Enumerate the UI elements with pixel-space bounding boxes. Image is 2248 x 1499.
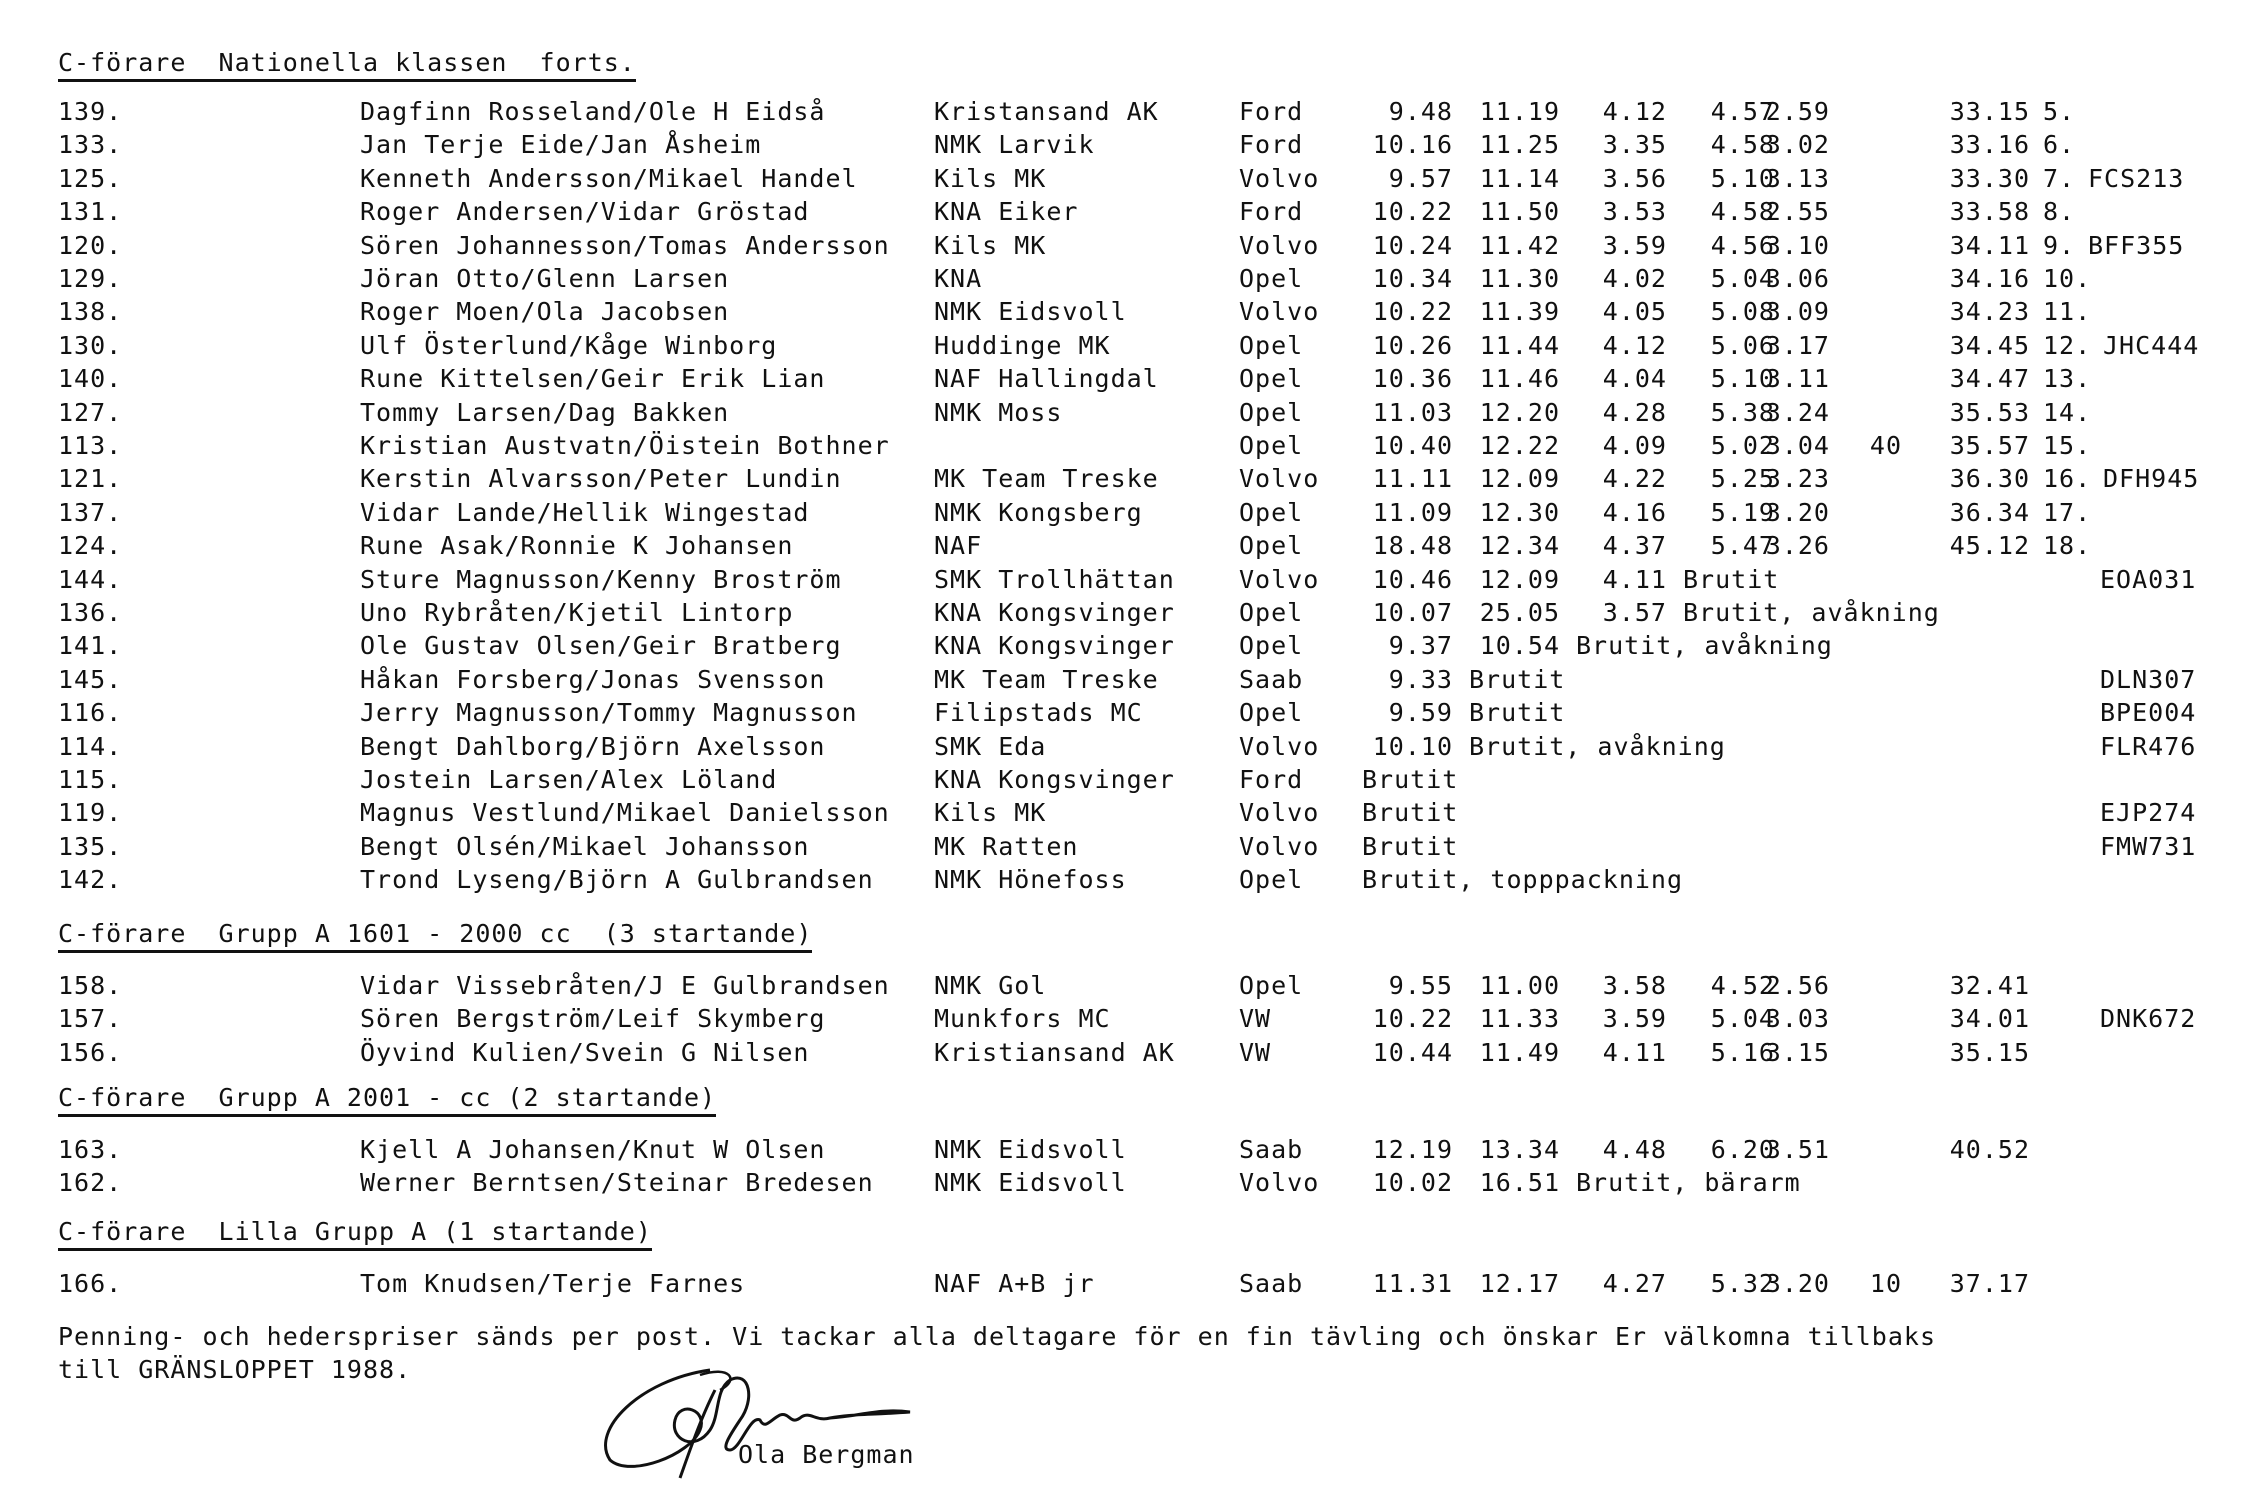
placing: 9. — [2043, 231, 2076, 260]
registration-plate: BPE004 — [2100, 698, 2197, 727]
stage-time: 3.15 — [1765, 1038, 1830, 1067]
car-make: Ford — [1239, 97, 1304, 126]
start-number: 157. — [58, 1004, 123, 1033]
stage-time: 3.58 — [1602, 971, 1667, 1000]
club: KNA Kongsvinger — [934, 631, 1175, 660]
car-make: Ford — [1239, 197, 1304, 226]
stage-time: 12.09 — [1479, 565, 1560, 594]
start-number: 125. — [58, 164, 123, 193]
stage-time: 10.44 — [1372, 1038, 1453, 1067]
car-make: VW — [1239, 1038, 1272, 1067]
total-time: 34.23 — [1949, 297, 2030, 326]
club: MK Team Treske — [934, 464, 1159, 493]
club: Kils MK — [934, 798, 1047, 827]
stage-time: 10.10 — [1372, 732, 1453, 761]
car-make: Opel — [1239, 698, 1304, 727]
stage-time: 5.25 — [1710, 464, 1775, 493]
club: Filipstads MC — [934, 698, 1143, 727]
club: NMK Eidsvoll — [934, 297, 1127, 326]
placing: 13. — [2043, 364, 2092, 393]
stage-time: 11.30 — [1479, 264, 1560, 293]
crew-names: Uno Rybråten/Kjetil Lintorp — [360, 598, 794, 627]
stage-time: 4.05 — [1602, 297, 1667, 326]
car-make: Opel — [1239, 865, 1304, 894]
stage-time: 4.09 — [1602, 431, 1667, 460]
club: NMK Gol — [934, 971, 1047, 1000]
crew-names: Kjell A Johansen/Knut W Olsen — [360, 1135, 826, 1164]
stage-time: 10.22 — [1372, 197, 1453, 226]
car-make: Opel — [1239, 364, 1304, 393]
club: KNA — [934, 264, 983, 293]
stage-time: 4.27 — [1602, 1269, 1667, 1298]
status-note: Brutit — [1362, 832, 1459, 861]
footer-line-1: Penning- och hederspriser sänds per post. Vi tackar alla deltagare för en fin tävling och önskar Er välkomna tillbaks — [58, 1322, 1936, 1351]
stage-time: 5.47 — [1710, 531, 1775, 560]
club: KNA Eiker — [934, 197, 1079, 226]
stage-time: 4.52 — [1710, 971, 1775, 1000]
start-number: 124. — [58, 531, 123, 560]
stage-time: 4.16 — [1602, 498, 1667, 527]
status-note: Brutit — [1469, 698, 1566, 727]
car-make: Saab — [1239, 665, 1304, 694]
stage-time: 5.32 — [1710, 1269, 1775, 1298]
total-time: 36.30 — [1949, 464, 2030, 493]
crew-names: Vidar Vissebråten/J E Gulbrandsen — [360, 971, 890, 1000]
registration-plate: EOA031 — [2100, 565, 2197, 594]
crew-names: Vidar Lande/Hellik Wingestad — [360, 498, 810, 527]
total-time: 33.15 — [1949, 97, 2030, 126]
stage-time: 11.49 — [1479, 1038, 1560, 1067]
status-note: Brutit, bärarm — [1576, 1168, 1801, 1197]
start-number: 145. — [58, 665, 123, 694]
stage-time: 3.53 — [1602, 197, 1667, 226]
start-number: 119. — [58, 798, 123, 827]
stage-time: 4.11 — [1602, 1038, 1667, 1067]
stage-time: 11.11 — [1372, 464, 1453, 493]
stage-time: 9.57 — [1388, 164, 1453, 193]
status-note: Brutit, avåkning — [1469, 732, 1726, 761]
stage-time: 3.24 — [1765, 398, 1830, 427]
placing: 5. — [2043, 97, 2076, 126]
stage-time: 4.04 — [1602, 364, 1667, 393]
stage-time: 12.17 — [1479, 1269, 1560, 1298]
car-make: Opel — [1239, 598, 1304, 627]
stage-time: 4.37 — [1602, 531, 1667, 560]
stage-time: 4.57 — [1710, 97, 1775, 126]
start-number: 115. — [58, 765, 123, 794]
start-number: 129. — [58, 264, 123, 293]
placing: 6. — [2043, 130, 2076, 159]
start-number: 137. — [58, 498, 123, 527]
crew-names: Tommy Larsen/Dag Bakken — [360, 398, 730, 427]
status-note: Brutit — [1469, 665, 1566, 694]
car-make: VW — [1239, 1004, 1272, 1033]
stage-time: 3.59 — [1602, 231, 1667, 260]
crew-names: Sören Johannesson/Tomas Andersson — [360, 231, 890, 260]
stage-time: 10.07 — [1372, 598, 1453, 627]
registration-plate: JHC444 — [2103, 331, 2200, 360]
stage-time: 5.06 — [1710, 331, 1775, 360]
stage-time: 4.02 — [1602, 264, 1667, 293]
car-make: Volvo — [1239, 565, 1320, 594]
car-make: Volvo — [1239, 164, 1320, 193]
status-note: Brutit, topppackning — [1362, 865, 1684, 894]
penalty: 10 — [1869, 1269, 1902, 1298]
stage-time: 10.26 — [1372, 331, 1453, 360]
status-note: Brutit — [1362, 765, 1459, 794]
total-time: 34.45 — [1949, 331, 2030, 360]
total-time: 34.01 — [1949, 1004, 2030, 1033]
crew-names: Ole Gustav Olsen/Geir Bratberg — [360, 631, 842, 660]
placing: 17. — [2043, 498, 2092, 527]
stage-time: 4.22 — [1602, 464, 1667, 493]
stage-time: 9.55 — [1388, 971, 1453, 1000]
stage-time: 5.08 — [1710, 297, 1775, 326]
club: KNA Kongsvinger — [934, 598, 1175, 627]
stage-time: 11.25 — [1479, 130, 1560, 159]
crew-names: Sture Magnusson/Kenny Broström — [360, 565, 842, 594]
stage-time: 12.22 — [1479, 431, 1560, 460]
club: Kristansand AK — [934, 97, 1159, 126]
registration-plate: FLR476 — [2100, 732, 2197, 761]
stage-time: 11.44 — [1479, 331, 1560, 360]
stage-time: 5.16 — [1710, 1038, 1775, 1067]
start-number: 144. — [58, 565, 123, 594]
stage-time: 3.02 — [1765, 130, 1830, 159]
crew-names: Håkan Forsberg/Jonas Svensson — [360, 665, 826, 694]
stage-time: 5.38 — [1710, 398, 1775, 427]
status-note: Brutit — [1683, 565, 1780, 594]
club: SMK Eda — [934, 732, 1047, 761]
club: NMK Moss — [934, 398, 1063, 427]
crew-names: Roger Andersen/Vidar Gröstad — [360, 197, 810, 226]
section-heading: C-förare Grupp A 1601 - 2000 cc (3 startande) — [58, 919, 812, 953]
placing: 12. — [2043, 331, 2092, 360]
stage-time: 10.34 — [1372, 264, 1453, 293]
start-number: 114. — [58, 732, 123, 761]
total-time: 35.15 — [1949, 1038, 2030, 1067]
stage-time: 12.19 — [1372, 1135, 1453, 1164]
stage-time: 3.59 — [1602, 1004, 1667, 1033]
club: NAF — [934, 531, 983, 560]
registration-plate: DLN307 — [2100, 665, 2197, 694]
car-make: Opel — [1239, 431, 1304, 460]
stage-time: 11.14 — [1479, 164, 1560, 193]
start-number: 116. — [58, 698, 123, 727]
placing: 14. — [2043, 398, 2092, 427]
club: NMK Hönefoss — [934, 865, 1127, 894]
stage-time: 11.31 — [1372, 1269, 1453, 1298]
car-make: Volvo — [1239, 1168, 1320, 1197]
stage-time: 4.58 — [1710, 130, 1775, 159]
car-make: Opel — [1239, 398, 1304, 427]
stage-time: 11.46 — [1479, 364, 1560, 393]
club: NAF Hallingdal — [934, 364, 1159, 393]
registration-plate: FCS213 — [2088, 164, 2185, 193]
total-time: 33.30 — [1949, 164, 2030, 193]
stage-time: 10.36 — [1372, 364, 1453, 393]
car-make: Opel — [1239, 331, 1304, 360]
penalty: 40 — [1869, 431, 1902, 460]
footer-line-2: till GRÄNSLOPPET 1988. — [58, 1355, 412, 1384]
stage-time: 5.10 — [1710, 164, 1775, 193]
stage-time: 4.28 — [1602, 398, 1667, 427]
stage-time: 3.23 — [1765, 464, 1830, 493]
stage-time: 3.56 — [1602, 164, 1667, 193]
car-make: Saab — [1239, 1269, 1304, 1298]
club: NMK Larvik — [934, 130, 1095, 159]
stage-time: 5.10 — [1710, 364, 1775, 393]
stage-time: 10.46 — [1372, 565, 1453, 594]
placing: 15. — [2043, 431, 2092, 460]
stage-time: 4.58 — [1710, 197, 1775, 226]
stage-time: 9.33 — [1388, 665, 1453, 694]
status-note: Brutit, avåkning — [1576, 631, 1833, 660]
club: NMK Eidsvoll — [934, 1135, 1127, 1164]
crew-names: Jan Terje Eide/Jan Åsheim — [360, 130, 762, 159]
stage-time: 10.40 — [1372, 431, 1453, 460]
total-time: 35.53 — [1949, 398, 2030, 427]
stage-time: 12.34 — [1479, 531, 1560, 560]
signatory-name: Ola Bergman — [738, 1440, 915, 1469]
placing: 7. — [2043, 164, 2076, 193]
status-note: Brutit, avåkning — [1683, 598, 1940, 627]
crew-names: Bengt Olsén/Mikael Johansson — [360, 832, 810, 861]
stage-time: 12.20 — [1479, 398, 1560, 427]
club: NMK Eidsvoll — [934, 1168, 1127, 1197]
stage-time: 4.56 — [1710, 231, 1775, 260]
car-make: Opel — [1239, 498, 1304, 527]
stage-time: 11.03 — [1372, 398, 1453, 427]
start-number: 138. — [58, 297, 123, 326]
section-heading: C-förare Nationella klassen forts. — [58, 48, 636, 82]
stage-time: 9.48 — [1388, 97, 1453, 126]
start-number: 121. — [58, 464, 123, 493]
car-make: Volvo — [1239, 464, 1320, 493]
start-number: 140. — [58, 364, 123, 393]
car-make: Ford — [1239, 130, 1304, 159]
stage-time: 9.59 — [1388, 698, 1453, 727]
stage-time: 10.22 — [1372, 1004, 1453, 1033]
start-number: 163. — [58, 1135, 123, 1164]
start-number: 120. — [58, 231, 123, 260]
start-number: 113. — [58, 431, 123, 460]
total-time: 34.16 — [1949, 264, 2030, 293]
club: NAF A+B jr — [934, 1269, 1095, 1298]
total-time: 36.34 — [1949, 498, 2030, 527]
registration-plate: FMW731 — [2100, 832, 2197, 861]
placing: 10. — [2043, 264, 2092, 293]
crew-names: Bengt Dahlborg/Björn Axelsson — [360, 732, 826, 761]
crew-names: Dagfinn Rosseland/Ole H Eidså — [360, 97, 826, 126]
crew-names: Sören Bergström/Leif Skymberg — [360, 1004, 826, 1033]
car-make: Volvo — [1239, 231, 1320, 260]
crew-names: Trond Lyseng/Björn A Gulbrandsen — [360, 865, 874, 894]
stage-time: 10.02 — [1372, 1168, 1453, 1197]
club: Kils MK — [934, 164, 1047, 193]
car-make: Volvo — [1239, 798, 1320, 827]
total-time: 32.41 — [1949, 971, 2030, 1000]
crew-names: Kristian Austvatn/Öistein Bothner — [360, 431, 890, 460]
crew-names: Rune Asak/Ronnie K Johansen — [360, 531, 794, 560]
total-time: 37.17 — [1949, 1269, 2030, 1298]
stage-time: 10.54 — [1479, 631, 1560, 660]
car-make: Opel — [1239, 531, 1304, 560]
start-number: 135. — [58, 832, 123, 861]
car-make: Opel — [1239, 971, 1304, 1000]
club: Munkfors MC — [934, 1004, 1111, 1033]
stage-time: 11.33 — [1479, 1004, 1560, 1033]
crew-names: Ulf Österlund/Kåge Winborg — [360, 331, 778, 360]
car-make: Opel — [1239, 264, 1304, 293]
club: KNA Kongsvinger — [934, 765, 1175, 794]
start-number: 158. — [58, 971, 123, 1000]
stage-time: 11.39 — [1479, 297, 1560, 326]
registration-plate: EJP274 — [2100, 798, 2197, 827]
total-time: 34.47 — [1949, 364, 2030, 393]
placing: 8. — [2043, 197, 2076, 226]
crew-names: Kenneth Andersson/Mikael Handel — [360, 164, 858, 193]
stage-time: 5.19 — [1710, 498, 1775, 527]
stage-time: 12.09 — [1479, 464, 1560, 493]
club: Kils MK — [934, 231, 1047, 260]
stage-time: 3.03 — [1765, 1004, 1830, 1033]
car-make: Volvo — [1239, 297, 1320, 326]
crew-names: Jöran Otto/Glenn Larsen — [360, 264, 730, 293]
section-heading: C-förare Lilla Grupp A (1 startande) — [58, 1217, 652, 1251]
stage-time: 3.57 — [1602, 598, 1667, 627]
club: Huddinge MK — [934, 331, 1111, 360]
registration-plate: BFF355 — [2088, 231, 2185, 260]
stage-time: 12.30 — [1479, 498, 1560, 527]
stage-time: 3.17 — [1765, 331, 1830, 360]
stage-time: 4.12 — [1602, 331, 1667, 360]
stage-time: 2.55 — [1765, 197, 1830, 226]
start-number: 127. — [58, 398, 123, 427]
start-number: 141. — [58, 631, 123, 660]
crew-names: Tom Knudsen/Terje Farnes — [360, 1269, 746, 1298]
car-make: Saab — [1239, 1135, 1304, 1164]
crew-names: Jostein Larsen/Alex Löland — [360, 765, 778, 794]
start-number: 156. — [58, 1038, 123, 1067]
crew-names: Rune Kittelsen/Geir Erik Lian — [360, 364, 826, 393]
stage-time: 3.20 — [1765, 498, 1830, 527]
total-time: 45.12 — [1949, 531, 2030, 560]
stage-time: 11.00 — [1479, 971, 1560, 1000]
crew-names: Kerstin Alvarsson/Peter Lundin — [360, 464, 842, 493]
stage-time: 13.34 — [1479, 1135, 1560, 1164]
placing: 18. — [2043, 531, 2092, 560]
stage-time: 3.51 — [1765, 1135, 1830, 1164]
club: MK Ratten — [934, 832, 1079, 861]
car-make: Ford — [1239, 765, 1304, 794]
stage-time: 3.10 — [1765, 231, 1830, 260]
start-number: 136. — [58, 598, 123, 627]
stage-time: 5.04 — [1710, 264, 1775, 293]
stage-time: 11.19 — [1479, 97, 1560, 126]
start-number: 133. — [58, 130, 123, 159]
stage-time: 3.35 — [1602, 130, 1667, 159]
start-number: 130. — [58, 331, 123, 360]
section-heading: C-förare Grupp A 2001 - cc (2 startande) — [58, 1083, 716, 1117]
start-number: 142. — [58, 865, 123, 894]
stage-time: 4.48 — [1602, 1135, 1667, 1164]
placing: 11. — [2043, 297, 2092, 326]
start-number: 139. — [58, 97, 123, 126]
club: NMK Kongsberg — [934, 498, 1143, 527]
status-note: Brutit — [1362, 798, 1459, 827]
total-time: 35.57 — [1949, 431, 2030, 460]
club: Kristiansand AK — [934, 1038, 1175, 1067]
total-time: 33.58 — [1949, 197, 2030, 226]
stage-time: 3.11 — [1765, 364, 1830, 393]
stage-time: 3.04 — [1765, 431, 1830, 460]
stage-time: 25.05 — [1479, 598, 1560, 627]
registration-plate: DNK672 — [2100, 1004, 2197, 1033]
crew-names: Jerry Magnusson/Tommy Magnusson — [360, 698, 858, 727]
club: MK Team Treske — [934, 665, 1159, 694]
total-time: 33.16 — [1949, 130, 2030, 159]
stage-time: 10.22 — [1372, 297, 1453, 326]
crew-names: Roger Moen/Ola Jacobsen — [360, 297, 730, 326]
car-make: Volvo — [1239, 732, 1320, 761]
stage-time: 11.42 — [1479, 231, 1560, 260]
stage-time: 4.11 — [1602, 565, 1667, 594]
car-make: Opel — [1239, 631, 1304, 660]
stage-time: 18.48 — [1372, 531, 1453, 560]
total-time: 34.11 — [1949, 231, 2030, 260]
stage-time: 2.59 — [1765, 97, 1830, 126]
stage-time: 5.04 — [1710, 1004, 1775, 1033]
crew-names: Werner Berntsen/Steinar Bredesen — [360, 1168, 874, 1197]
crew-names: Magnus Vestlund/Mikael Danielsson — [360, 798, 890, 827]
stage-time: 5.02 — [1710, 431, 1775, 460]
stage-time: 3.09 — [1765, 297, 1830, 326]
total-time: 40.52 — [1949, 1135, 2030, 1164]
stage-time: 16.51 — [1479, 1168, 1560, 1197]
stage-time: 4.12 — [1602, 97, 1667, 126]
stage-time: 6.20 — [1710, 1135, 1775, 1164]
start-number: 131. — [58, 197, 123, 226]
stage-time: 2.56 — [1765, 971, 1830, 1000]
stage-time: 11.09 — [1372, 498, 1453, 527]
placing: 16. — [2043, 464, 2092, 493]
start-number: 162. — [58, 1168, 123, 1197]
stage-time: 9.37 — [1388, 631, 1453, 660]
start-number: 166. — [58, 1269, 123, 1298]
registration-plate: DFH945 — [2103, 464, 2200, 493]
stage-time: 3.06 — [1765, 264, 1830, 293]
stage-time: 10.24 — [1372, 231, 1453, 260]
stage-time: 10.16 — [1372, 130, 1453, 159]
stage-time: 3.20 — [1765, 1269, 1830, 1298]
stage-time: 3.26 — [1765, 531, 1830, 560]
crew-names: Öyvind Kulien/Svein G Nilsen — [360, 1038, 810, 1067]
car-make: Volvo — [1239, 832, 1320, 861]
club: SMK Trollhättan — [934, 565, 1175, 594]
stage-time: 3.13 — [1765, 164, 1830, 193]
stage-time: 11.50 — [1479, 197, 1560, 226]
